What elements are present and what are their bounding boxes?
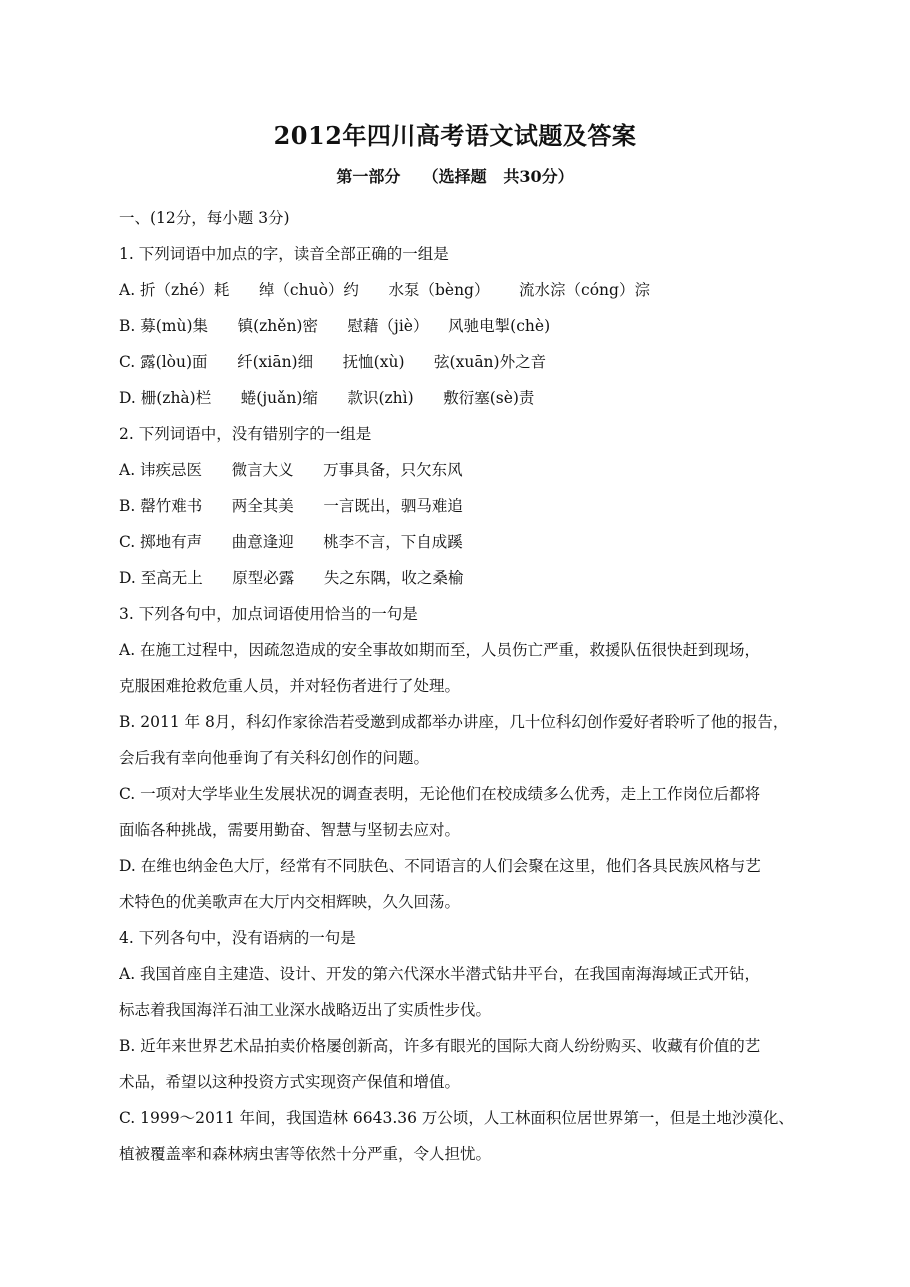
text-line: A. 折（zhé）耗 绰（chuò）约 水泵（bèng） 流水淙（cóng）淙 — [119, 281, 650, 299]
text-line: 标志着我国海洋石油工业深水战略迈出了实质性步伐。 — [119, 1001, 492, 1019]
text-line: A. 讳疾忌医 微言大义 万事具备，只欠东风 — [119, 461, 463, 479]
text-line: 4. 下列各句中，没有语病的一句是 — [119, 929, 356, 947]
text-line: B. 罄竹难书 两全其美 一言既出，驷马难追 — [119, 497, 463, 515]
text-line: 会后我有幸向他垂询了有关科幻创作的问题。 — [119, 749, 430, 767]
text-line: D. 栅(zhà)栏 蜷(juǎn)缩 款识(zhì) 敷衍塞(sè)责 — [119, 389, 535, 407]
text-line: 一、(12分，每小题 3分) — [119, 209, 290, 227]
question-body — [119, 200, 819, 1172]
text-line: 1. 下列词语中加点的字，读音全部正确的一组是 — [119, 245, 449, 263]
text-line: 面临各种挑战，需要用勤奋、智慧与坚韧去应对。 — [119, 821, 461, 839]
text-line: D. 在维也纳金色大厅，经常有不同肤色、不同语言的人们会聚在这里，他们各具民族风格与艺 — [119, 857, 761, 875]
text-line: B. 2011 年 8月，科幻作家徐浩若受邀到成都举办讲座，几十位科幻创作爱好者聆听了他的报告， — [119, 713, 789, 731]
text-line: 3. 下列各句中，加点词语使用恰当的一句是 — [119, 605, 418, 623]
text-line: C. 一项对大学毕业生发展状况的调查表明，无论他们在校成绩多么优秀，走上工作岗位后都将 — [119, 785, 761, 803]
text-line: 植被覆盖率和森林病虫害等依然十分严重，令人担忧。 — [119, 1145, 492, 1163]
text-line: 术品，希望以这种投资方式实现资产保值和增值。 — [119, 1073, 461, 1091]
text-line: C. 1999～2011 年间，我国造林 6643.36 万公顷，人工林面积位居世界第一，但是土地沙漠化、 — [119, 1109, 794, 1127]
text-line: C. 掷地有声 曲意逢迎 桃李不言，下自成蹊 — [119, 533, 463, 551]
text-line: B. 募(mù)集 镇(zhěn)密 慰藉（jiè） 风驰电掣(chè) — [119, 317, 551, 335]
document-title: 2012年四川高考语文试题及答案 — [273, 121, 637, 150]
text-line: A. 在施工过程中，因疏忽造成的安全事故如期而至，人员伤亡严重，救援队伍很快赶到现场， — [119, 641, 761, 659]
text-line: 2. 下列词语中，没有错别字的一组是 — [119, 425, 372, 443]
text-line: A. 我国首座自主建造、设计、开发的第六代深水半潜式钻井平台，在我国南海海域正式开钻， — [119, 965, 761, 983]
text-line: C. 露(lòu)面 纤(xiān)细 抚恤(xù) 弦(xuān)外之音 — [119, 353, 547, 371]
text-line: D. 至高无上 原型必露 失之东隅，收之桑榆 — [119, 569, 464, 587]
text-line: 术特色的优美歌声在大厅内交相辉映，久久回荡。 — [119, 893, 461, 911]
text-line: 克服困难抢救危重人员，并对轻伤者进行了处理。 — [119, 677, 461, 695]
section-heading: 第一部分 （选择题 共30分） — [336, 167, 574, 186]
text-line: B. 近年来世界艺术品拍卖价格屡创新高，许多有眼光的国际大商人纷纷购买、收藏有价值的艺 — [119, 1037, 761, 1055]
